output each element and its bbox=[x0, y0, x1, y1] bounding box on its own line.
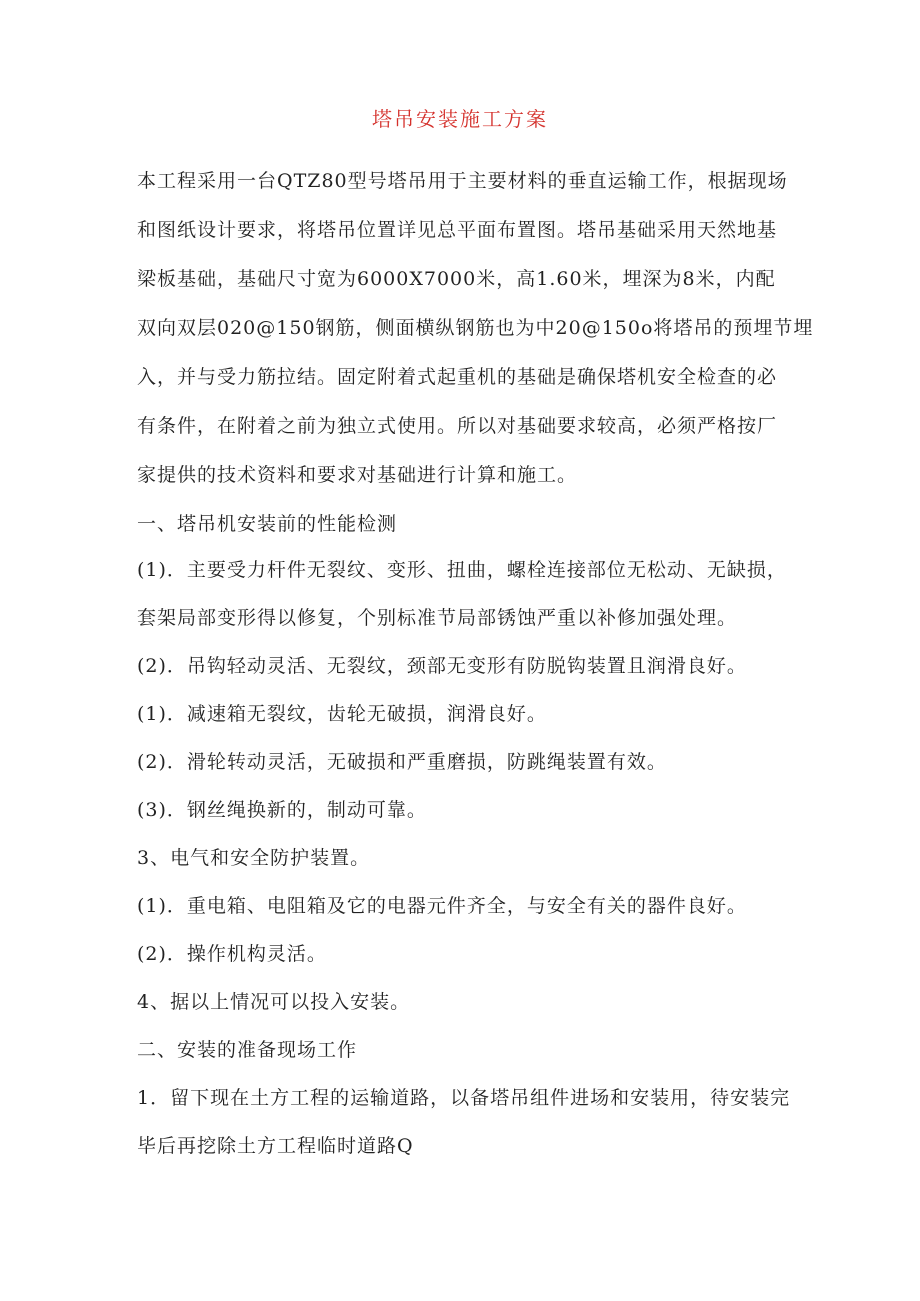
section-heading: 一、塔吊机安装前的性能检测 bbox=[137, 513, 398, 535]
subsection-heading: 4、据以上情况可以投入安装。 bbox=[137, 991, 411, 1013]
intro-paragraph bbox=[137, 164, 814, 507]
intro-line: 入，并与受力筋拉结。固定附着式起重机的基础是确保塔机安全检查的必 bbox=[137, 366, 778, 388]
preparation-item-line: 毕后再挖除土方工程临时道路Q bbox=[137, 1135, 414, 1157]
document-title: 塔吊安装施工方案 bbox=[372, 107, 548, 131]
intro-line: 家提供的技术资料和要求对基础进行计算和施工。 bbox=[137, 464, 578, 486]
inspection-item: (2)．吊钩轻动灵活、无裂纹，颈部无变形有防脱钩装置且润滑良好。 bbox=[137, 655, 747, 677]
inspection-item-line: 套架局部变形得以修复，个别标准节局部锈蚀严重以补修加强处理。 bbox=[137, 607, 738, 629]
inspection-item: (2)．操作机构灵活。 bbox=[137, 943, 327, 965]
inspection-item: (1)．减速箱无裂纹，齿轮无破损，润滑良好。 bbox=[137, 703, 547, 725]
subsection-heading: 3、电气和安全防护装置。 bbox=[137, 847, 371, 869]
inspection-item-line: (1)．主要受力杆件无裂纹、变形、扭曲，螺栓连接部位无松动、无缺损， bbox=[137, 559, 787, 581]
preparation-item-line: 1．留下现在土方工程的运输道路，以备塔吊组件进场和安装用，待安装完 bbox=[137, 1087, 791, 1109]
intro-line: 有条件，在附着之前为独立式使用。所以对基础要求较高，必须严格按厂 bbox=[137, 415, 778, 437]
inspection-item: (3)．钢丝绳换新的，制动可靠。 bbox=[137, 799, 427, 821]
intro-line: 梁板基础，基础尺寸宽为6000X7000米，高1.60米，埋深为8米，内配 bbox=[137, 268, 776, 290]
intro-line: 双向双层020@150钢筋，侧面横纵钢筋也为中20@150o将塔吊的预埋节埋 bbox=[137, 317, 814, 339]
intro-line: 本工程采用一台QTZ80型号塔吊用于主要材料的垂直运输工作，根据现场 bbox=[137, 170, 788, 192]
section-heading: 二、安装的准备现场工作 bbox=[137, 1039, 358, 1061]
inspection-item: (2)．滑轮转动灵活，无破损和严重磨损，防跳绳装置有效。 bbox=[137, 751, 667, 773]
inspection-item: (1)．重电箱、电阻箱及它的电器元件齐全，与安全有关的器件良好。 bbox=[137, 895, 747, 917]
intro-line: 和图纸设计要求，将塔吊位置详见总平面布置图。塔吊基础采用天然地基 bbox=[137, 219, 778, 241]
